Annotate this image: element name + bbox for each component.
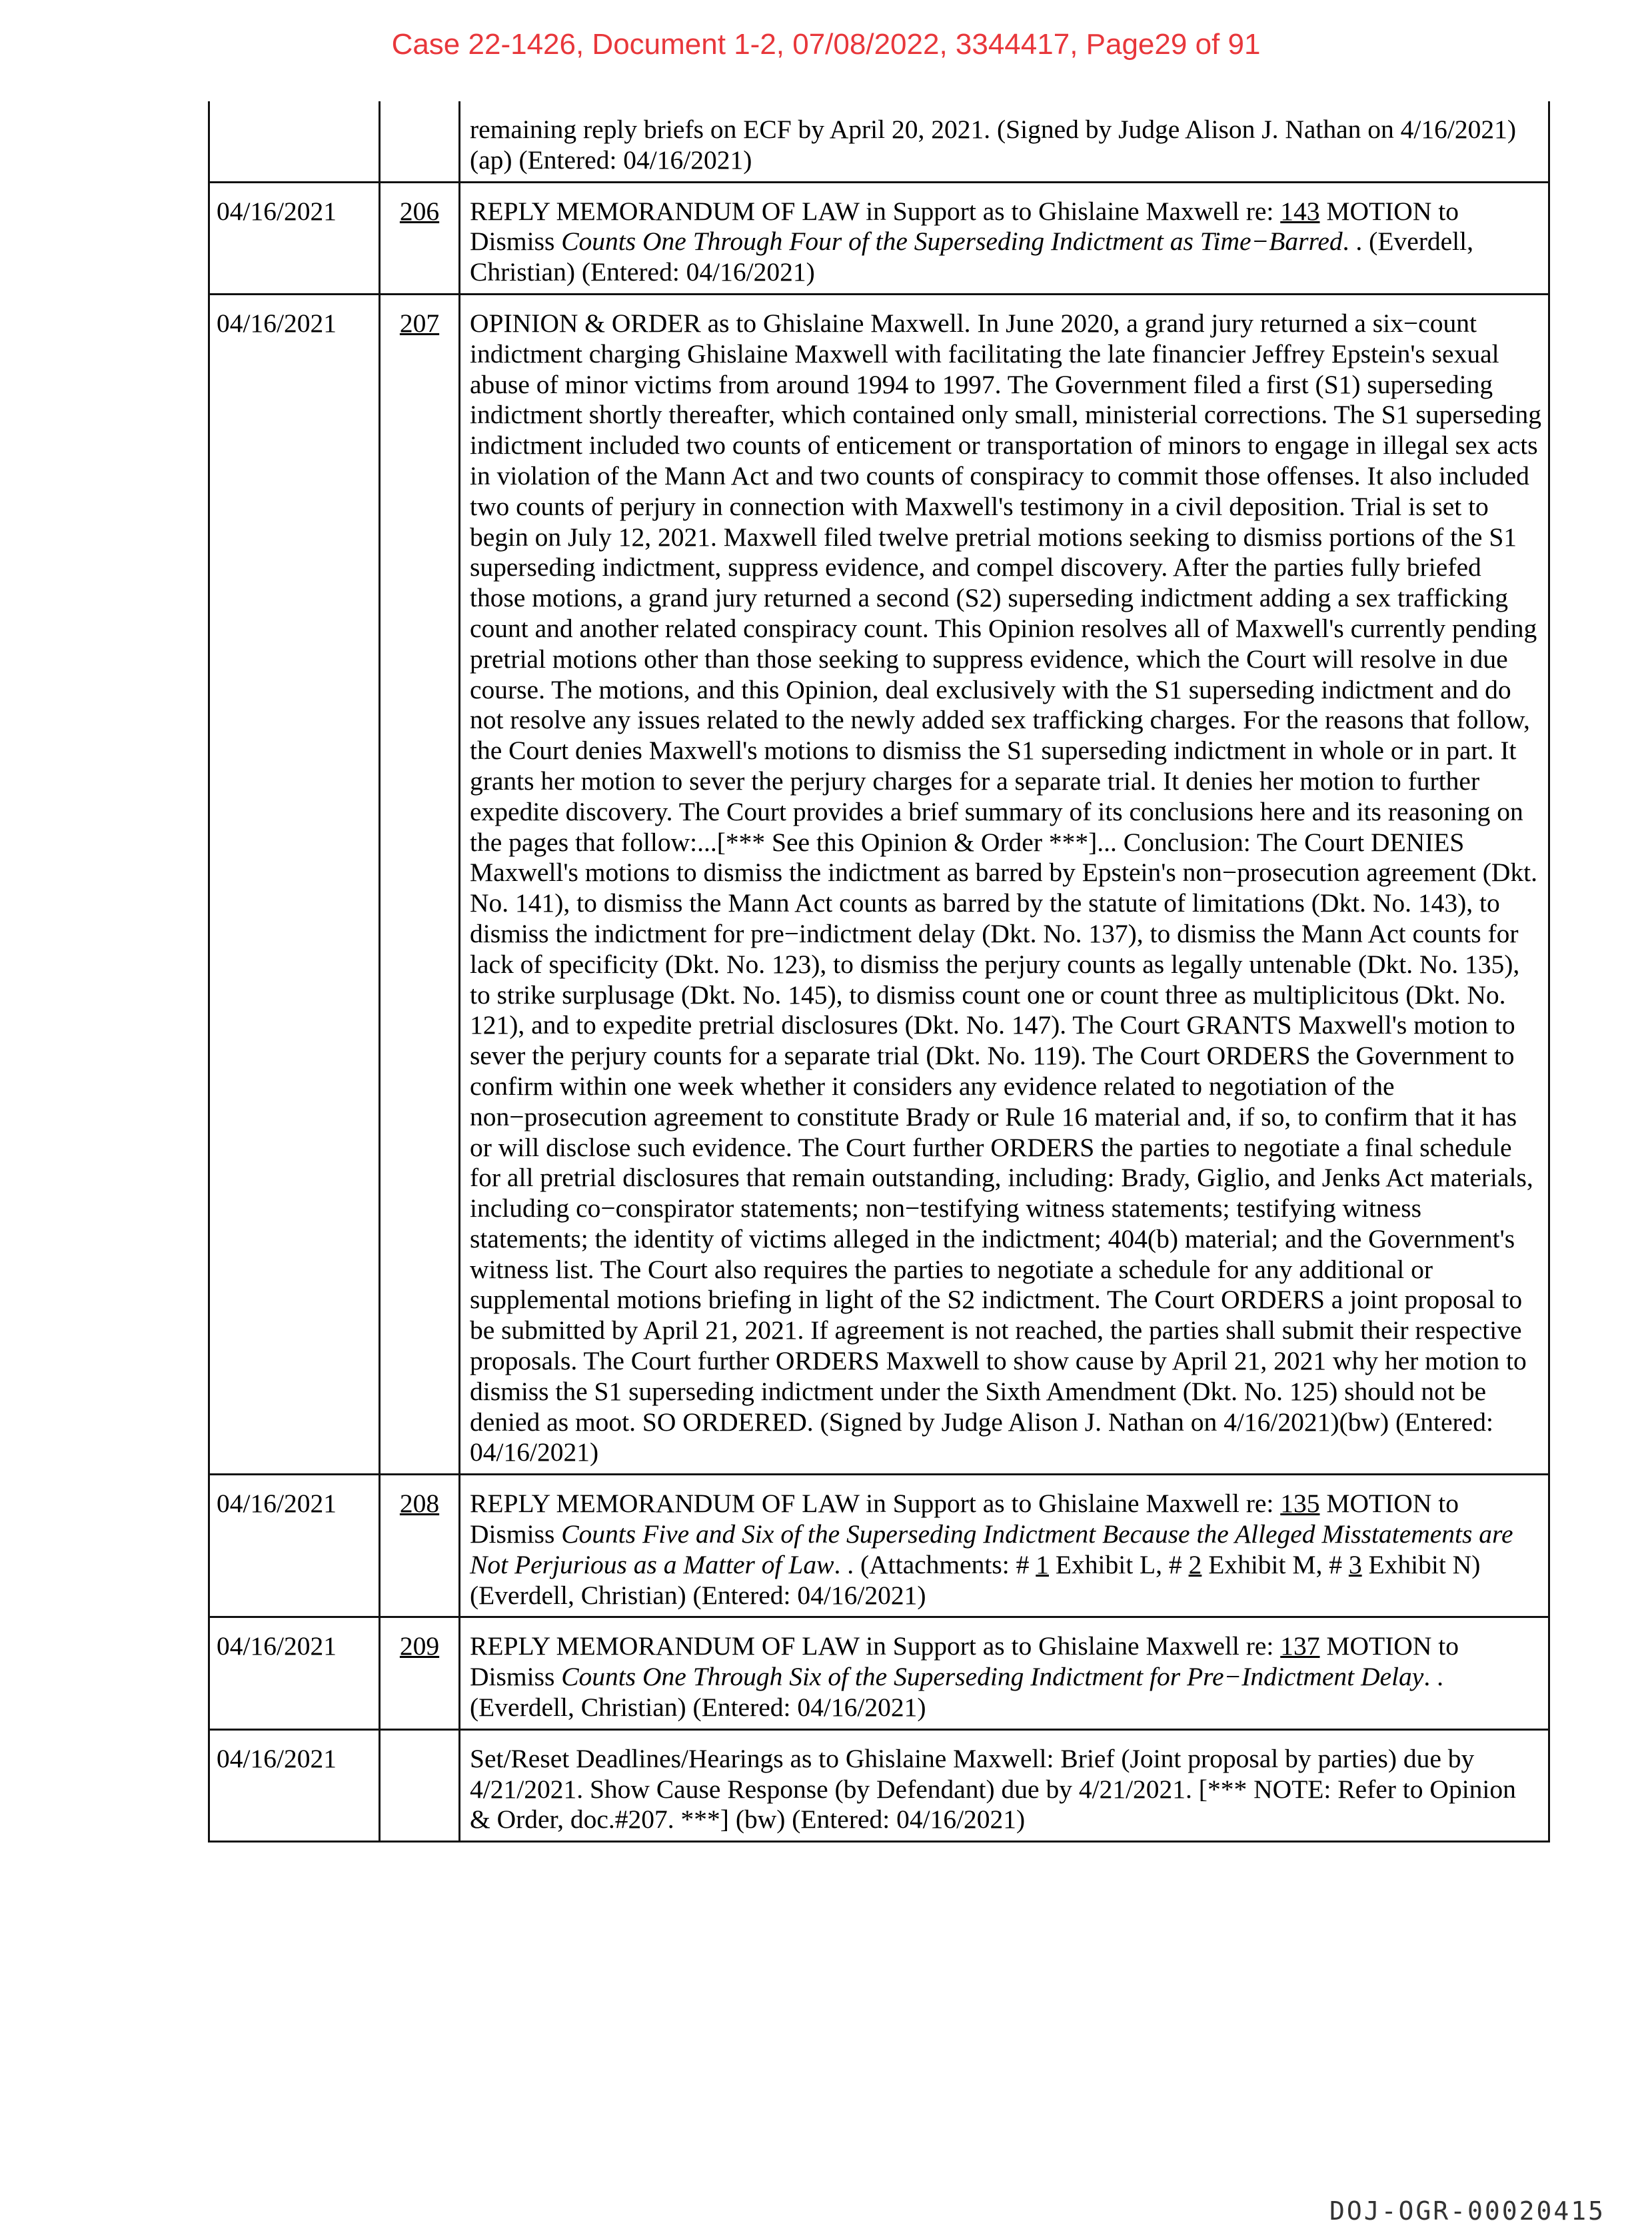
entry-text: Set/Reset Deadlines/Hearings as to Ghislaine Maxwell: Brief (Joint proposal by parties) due by 4/21/2021. Show Cause Response (by Defendant) due by 4/21/2021. [*** NOTE: Refer to Opinion & Order, doc.#207. ***] (bw) (Entered: 04/16/2021) <box>460 1729 1549 1841</box>
attachment-link[interactable]: 2 <box>1188 1549 1202 1579</box>
docket-entry <box>209 101 1549 182</box>
entry-text: remaining reply briefs on ECF by April 20, 2021. (Signed by Judge Alison J. Nathan on 4/16/2021) (ap) (Entered: 04/16/2021) <box>460 101 1549 182</box>
entry-number-link[interactable]: 209 <box>399 1631 440 1661</box>
entry-text: REPLY MEMORANDUM OF LAW in Support as to Ghislaine Maxwell re: 143 MOTION to Dismiss Counts One Through Four of the Superseding Indictment as Time−Barred. . (Everdell, Christian) (Entered: 04/16/2021) <box>460 182 1549 294</box>
bates-number: DOJ-OGR-00020415 <box>1329 2196 1605 2226</box>
entry-number <box>380 1729 460 1841</box>
entry-number-link[interactable]: 207 <box>399 308 440 338</box>
entry-text: REPLY MEMORANDUM OF LAW in Support as to Ghislaine Maxwell re: 135 MOTION to Dismiss Counts Five and Six of the Superseding Indictment Because the Alleged Misstatements are Not Perjurious as a Matter of Law. . (Attachments: # 1 Exhibit L, # 2 Exhibit M, # 3 Exhibit N)(Everdell, Christian) (Entered: 04/16/2021) <box>460 1475 1549 1617</box>
entry-number-link[interactable]: 206 <box>399 196 440 226</box>
entry-text: OPINION & ORDER as to Ghislaine Maxwell. In June 2020, a grand jury returned a six−count indictment charging Ghislaine Maxwell with facilitating the late financier Jeffrey Epstein's sexual abuse of minor victims from around 1994 to 1997. The Government filed a first (S1) superseding indictment shortly thereafter, which contained only small, ministerial corrections. The S1 superseding indictment included two counts of enticement or transportation of minors to engage in illegal sex acts in violation of the Mann Act and two counts of conspiracy to commit those offenses. It also included two counts of perjury in connection with Maxwell's testimony in a civil deposition. Trial is set to begin on July 12, 2021. Maxwell filed twelve pretrial motions seeking to dismiss portions of the S1 superseding indictment, suppress evidence, and compel discovery. After the parties fully briefed those motions, a grand jury returned a second (S2) superseding indictment adding a sex trafficking count and another related conspiracy count. This Opinion resolves all of Maxwell's currently pending pretrial motions other than those seeking to suppress evidence, which the Court will resolve in due course. The motions, and this Opinion, deal exclusively with the S1 superseding indictment and do not resolve any issues related to the newly added sex trafficking charges. For the reasons that follow, the Court denies Maxwell's motions to dismiss the S1 superseding indictment in whole or in part. It grants her motion to sever the perjury charges for a separate trial. It denies her motion to further expedite discovery. The Court provides a brief summary of its conclusions here and its reasoning on the pages that follow:...[*** See this Opinion & Order ***]... Conclusion: The Court DENIES Maxwell's motions to dismiss the indictment as barred by Epstein's non−prosecution agreement (Dkt. No. 141), to dismiss the Mann Act counts as barred by the statute of limitations (Dkt. No. 143), to dismiss the indictment for pre−indictment delay (Dkt. No. 137), to dismiss the Mann Act counts for lack of specificity (Dkt. No. 123), to dismiss the perjury counts as legally untenable (Dkt. No. 135), to strike surplusage (Dkt. No. 145), to dismiss count one or count three as multiplicitous (Dkt. No. 121), and to expedite pretrial disclosures (Dkt. No. 147). The Court GRANTS Maxwell's motion to sever the perjury counts for a separate trial (Dkt. No. 119). The Court ORDERS the Government to confirm within one week whether it considers any evidence related to negotiation of the non−prosecution agreement to constitute Brady or Rule 16 material and, if so, to confirm that it has or will disclose such evidence. The Court further ORDERS the parties to negotiate a final schedule for all pretrial disclosures that remain outstanding, including: Brady, Giglio, and Jenks Act materials, including co−conspirator statements; non−testifying witness statements; testifying witness statements; the identity of victims alleged in the indictment; 404(b) material; and the Government's witness list. The Court also requires the parties to negotiate a schedule for any additional or supplemental motions briefing in light of the S2 indictment. The Court ORDERS a joint proposal to be submitted by April 21, 2021. If agreement is not reached, the parties shall submit their respective proposals. The Court further ORDERS Maxwell to show cause by April 21, 2021 why her motion to dismiss the S1 superseding indictment under the Sixth Amendment (Dkt. No. 125) should not be denied as moot. SO ORDERED. (Signed by Judge Alison J. Nathan on 4/16/2021)(bw) (Entered: 04/16/2021) <box>460 294 1549 1474</box>
docket-entry <box>209 1475 1549 1617</box>
attachment-link[interactable]: 1 <box>1036 1549 1049 1579</box>
docket-entry <box>209 1729 1549 1841</box>
docket-entry <box>209 1617 1549 1729</box>
motion-link[interactable]: 135 <box>1280 1489 1320 1519</box>
attachment-link[interactable]: 3 <box>1348 1549 1362 1579</box>
docket-table <box>208 101 1550 1843</box>
entry-date: 04/16/2021 <box>209 1729 380 1841</box>
entry-date: 04/16/2021 <box>209 294 380 1474</box>
motion-link[interactable]: 143 <box>1280 196 1320 226</box>
docket-entry <box>209 182 1549 294</box>
entry-number[interactable] <box>380 294 460 1474</box>
entry-date: 04/16/2021 <box>209 1475 380 1617</box>
entry-date <box>209 101 380 182</box>
motion-link[interactable]: 137 <box>1280 1631 1320 1661</box>
docket-entry <box>209 294 1549 1474</box>
entry-number[interactable] <box>380 1475 460 1617</box>
entry-number[interactable] <box>380 182 460 294</box>
entry-number <box>380 101 460 182</box>
entry-date: 04/16/2021 <box>209 1617 380 1729</box>
entry-number-link[interactable]: 208 <box>399 1489 440 1519</box>
entry-date: 04/16/2021 <box>209 182 380 294</box>
entry-text: REPLY MEMORANDUM OF LAW in Support as to Ghislaine Maxwell re: 137 MOTION to Dismiss Counts One Through Six of the Superseding Indictment for Pre−Indictment Delay. . (Everdell, Christian) (Entered: 04/16/2021) <box>460 1617 1549 1729</box>
case-header: Case 22-1426, Document 1-2, 07/08/2022, 3344417, Page29 of 91 <box>391 28 1261 61</box>
entry-number[interactable] <box>380 1617 460 1729</box>
